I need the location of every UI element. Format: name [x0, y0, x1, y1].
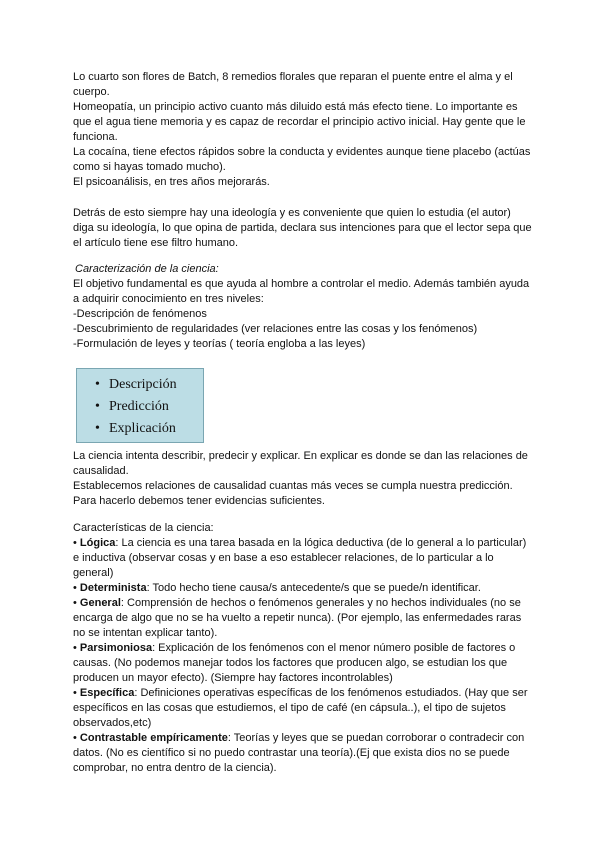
characteristic-term: Lógica: [79, 537, 116, 549]
intro-line: Homeopatía, un principio activo cuanto más diluido está más efecto tiene. Lo importante es que el agua tiene memoria y es capaz de recordar el principio activo inicial. Hay gente que le funciona.: [73, 101, 526, 143]
summary-item: [95, 418, 203, 440]
characteristic-term: Específica: [79, 687, 135, 699]
bullet-icon: •: [73, 687, 77, 699]
characteristics-heading: Características de la ciencia:: [73, 522, 214, 534]
characteristic-item: [73, 686, 533, 731]
characterization-line: El objetivo fundamental es que ayuda al hombre a controlar el medio. Además también ayuda a adquirir conocimiento en tres niveles:: [73, 278, 530, 305]
characterization-heading: Caracterización de la ciencia:: [75, 263, 219, 275]
ideology-section: [73, 206, 533, 251]
characteristic-item: [73, 581, 533, 596]
intro-line: El psicoanálisis, en tres años mejorarás.: [73, 176, 270, 188]
bullet-icon: •: [95, 399, 100, 414]
characteristic-item: [73, 641, 533, 686]
characteristic-term: General: [79, 597, 121, 609]
summary-box: [76, 368, 204, 443]
characteristic-item: [73, 536, 533, 581]
characteristic-text: : Explicación de los fenómenos con el menor número posible de factores o causas. (No podemos manejar todos los factores que producen algo, se estudian los que producen un mayor efecto). (Siempre hay factores incontrolables): [73, 642, 516, 684]
bullet-icon: •: [73, 732, 77, 744]
bullet-icon: •: [73, 582, 77, 594]
characteristic-text: : Todo hecho tiene causa/s antecedente/s que se puede/n identificar.: [146, 582, 481, 594]
intro-line: Lo cuarto son flores de Batch, 8 remedios florales que reparan el puente entre el alma y el cuerpo.: [73, 71, 513, 98]
bullet-icon: •: [95, 377, 100, 392]
intro-section: [73, 70, 533, 190]
characteristics-section: [73, 521, 533, 776]
characteristic-text: : Teorías y leyes que se puedan corroborar o contradecir con datos. (No es científico si no puedo contrastar una teoría).(Ej que exista dios no se puede comprobar, no entra dentro de la ciencia).: [73, 732, 525, 774]
science-intent-line: La ciencia intenta describir, predecir y explicar. En explicar es donde se dan las relaciones de causalidad.: [73, 450, 528, 477]
bullet-icon: •: [73, 597, 77, 609]
science-intent-section: [73, 449, 533, 509]
bullet-icon: •: [95, 421, 100, 436]
summary-item-label: Predicción: [109, 399, 169, 414]
science-intent-line: Establecemos relaciones de causalidad cuantas más veces se cumpla nuestra predicción. Para hacerlo debemos tener evidencias suficientes.: [73, 480, 513, 507]
summary-item-label: Explicación: [109, 421, 176, 436]
summary-item-label: Descripción: [109, 377, 177, 392]
characteristic-term: Contrastable empíricamente: [79, 732, 228, 744]
characteristic-item: [73, 731, 533, 776]
bullet-icon: •: [73, 537, 77, 549]
ideology-paragraph: Detrás de esto siempre hay una ideología y es conveniente que quien lo estudia (el autor) diga su ideología, lo que opina de partida, declara sus intenciones para que el lector sepa que el artículo tiene ese filtro humano.: [73, 207, 532, 249]
characteristic-text: : Definiciones operativas específicas de los fenómenos estudiados. (Hay que ser específicos en las cosas que estudiemos, el tipo de café (en cápsula..), el tipo de sujetos observados,etc): [73, 687, 528, 729]
bullet-icon: •: [73, 642, 77, 654]
characterization-section: [73, 262, 533, 352]
characterization-line: -Descubrimiento de regularidades (ver relaciones entre las cosas y los fenómenos): [73, 323, 478, 335]
characterization-line: -Descripción de fenómenos: [73, 308, 207, 320]
intro-line: La cocaína, tiene efectos rápidos sobre la conducta y evidentes aunque tiene placebo (actúas como si hayas tomado mucho).: [73, 146, 531, 173]
characterization-line: -Formulación de leyes y teorías ( teoría engloba a las leyes): [73, 338, 366, 350]
summary-item: [95, 396, 203, 418]
characteristic-text: : La ciencia es una tarea basada en la lógica deductiva (de lo general a lo particular) e inductiva (observar cosas y en base a eso establecer relaciones, de lo particular a lo general): [73, 537, 527, 579]
characteristic-text: : Comprensión de hechos o fenómenos generales y no hechos individuales (no se encarga de algo que no se ha vuelto a repetir nunca). (Por ejemplo, las enfermedades raras no se intentan explicar tanto).: [73, 597, 522, 639]
characteristic-term: Parsimoniosa: [79, 642, 153, 654]
summary-item: [95, 374, 203, 396]
characteristic-item: [73, 596, 533, 641]
characteristic-term: Determinista: [79, 582, 147, 594]
